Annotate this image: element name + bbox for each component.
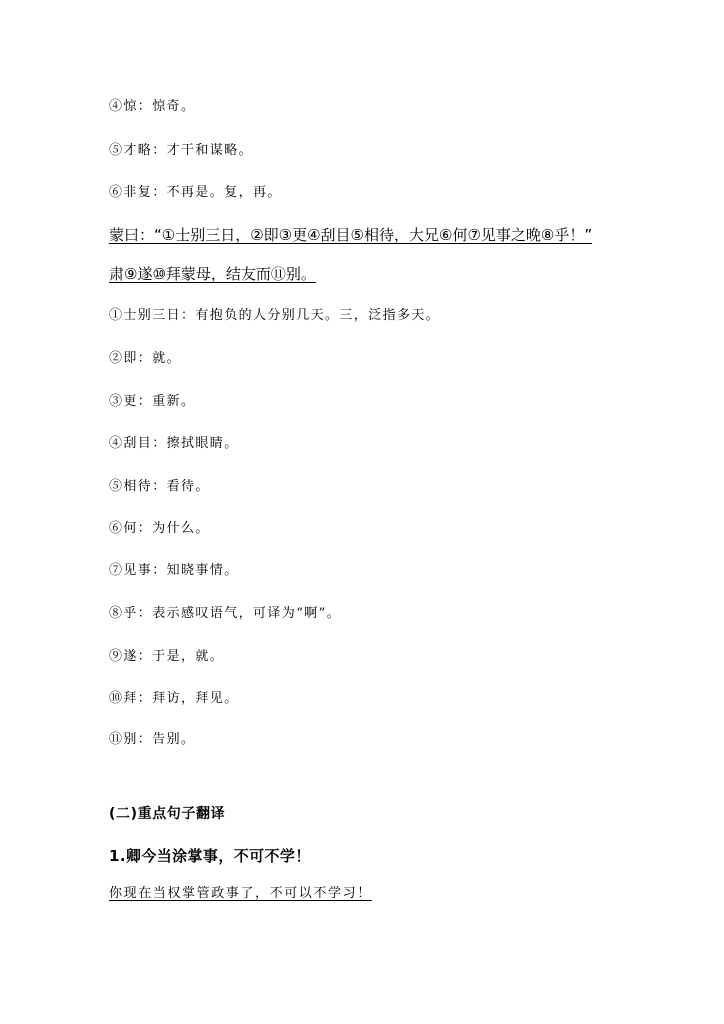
note-bai: ⑩拜：拜访，拜见。 xyxy=(109,691,239,706)
note-bie: ⑪别：告别。 xyxy=(109,732,196,747)
note-he: ⑥何：为什么。 xyxy=(109,521,210,536)
quote-line-1: 蒙曰：“①士别三日，②即③更④刮目⑤相待，大兄⑥何⑦见事之晚⑧乎！” xyxy=(109,226,593,244)
note-guamu: ④刮目：擦拭眼睛。 xyxy=(109,436,239,451)
note-shibiesanri: ①士别三日：有抱负的人分别几天。三，泛指多天。 xyxy=(109,308,441,323)
quote-line-2: 肃⑨遂⑩拜蒙母，结友而⑪别。 xyxy=(109,265,316,283)
note-jing: ④惊：惊奇。 xyxy=(109,99,196,114)
note-sui: ⑨遂：于是，就。 xyxy=(109,649,225,664)
note-feifu: ⑥非复：不再是。复，再。 xyxy=(109,185,282,200)
section-heading: (二)重点句子翻译 xyxy=(109,806,226,822)
note-ji: ②即：就。 xyxy=(109,351,182,366)
sentence-translation: 你现在当权掌管政事了，不可以不学习！ xyxy=(109,886,372,901)
sentence-original: 1.卿今当涂掌事，不可不学！ xyxy=(109,847,311,865)
note-cailue: ⑤才略：才干和谋略。 xyxy=(109,143,254,158)
note-xiangdai: ⑤相待：看待。 xyxy=(109,479,210,494)
note-geng: ③更：重新。 xyxy=(109,394,196,409)
note-jianshi: ⑦见事：知晓事情。 xyxy=(109,563,239,578)
note-hu: ⑧乎：表示感叹语气，可译为“啊”。 xyxy=(109,606,342,621)
